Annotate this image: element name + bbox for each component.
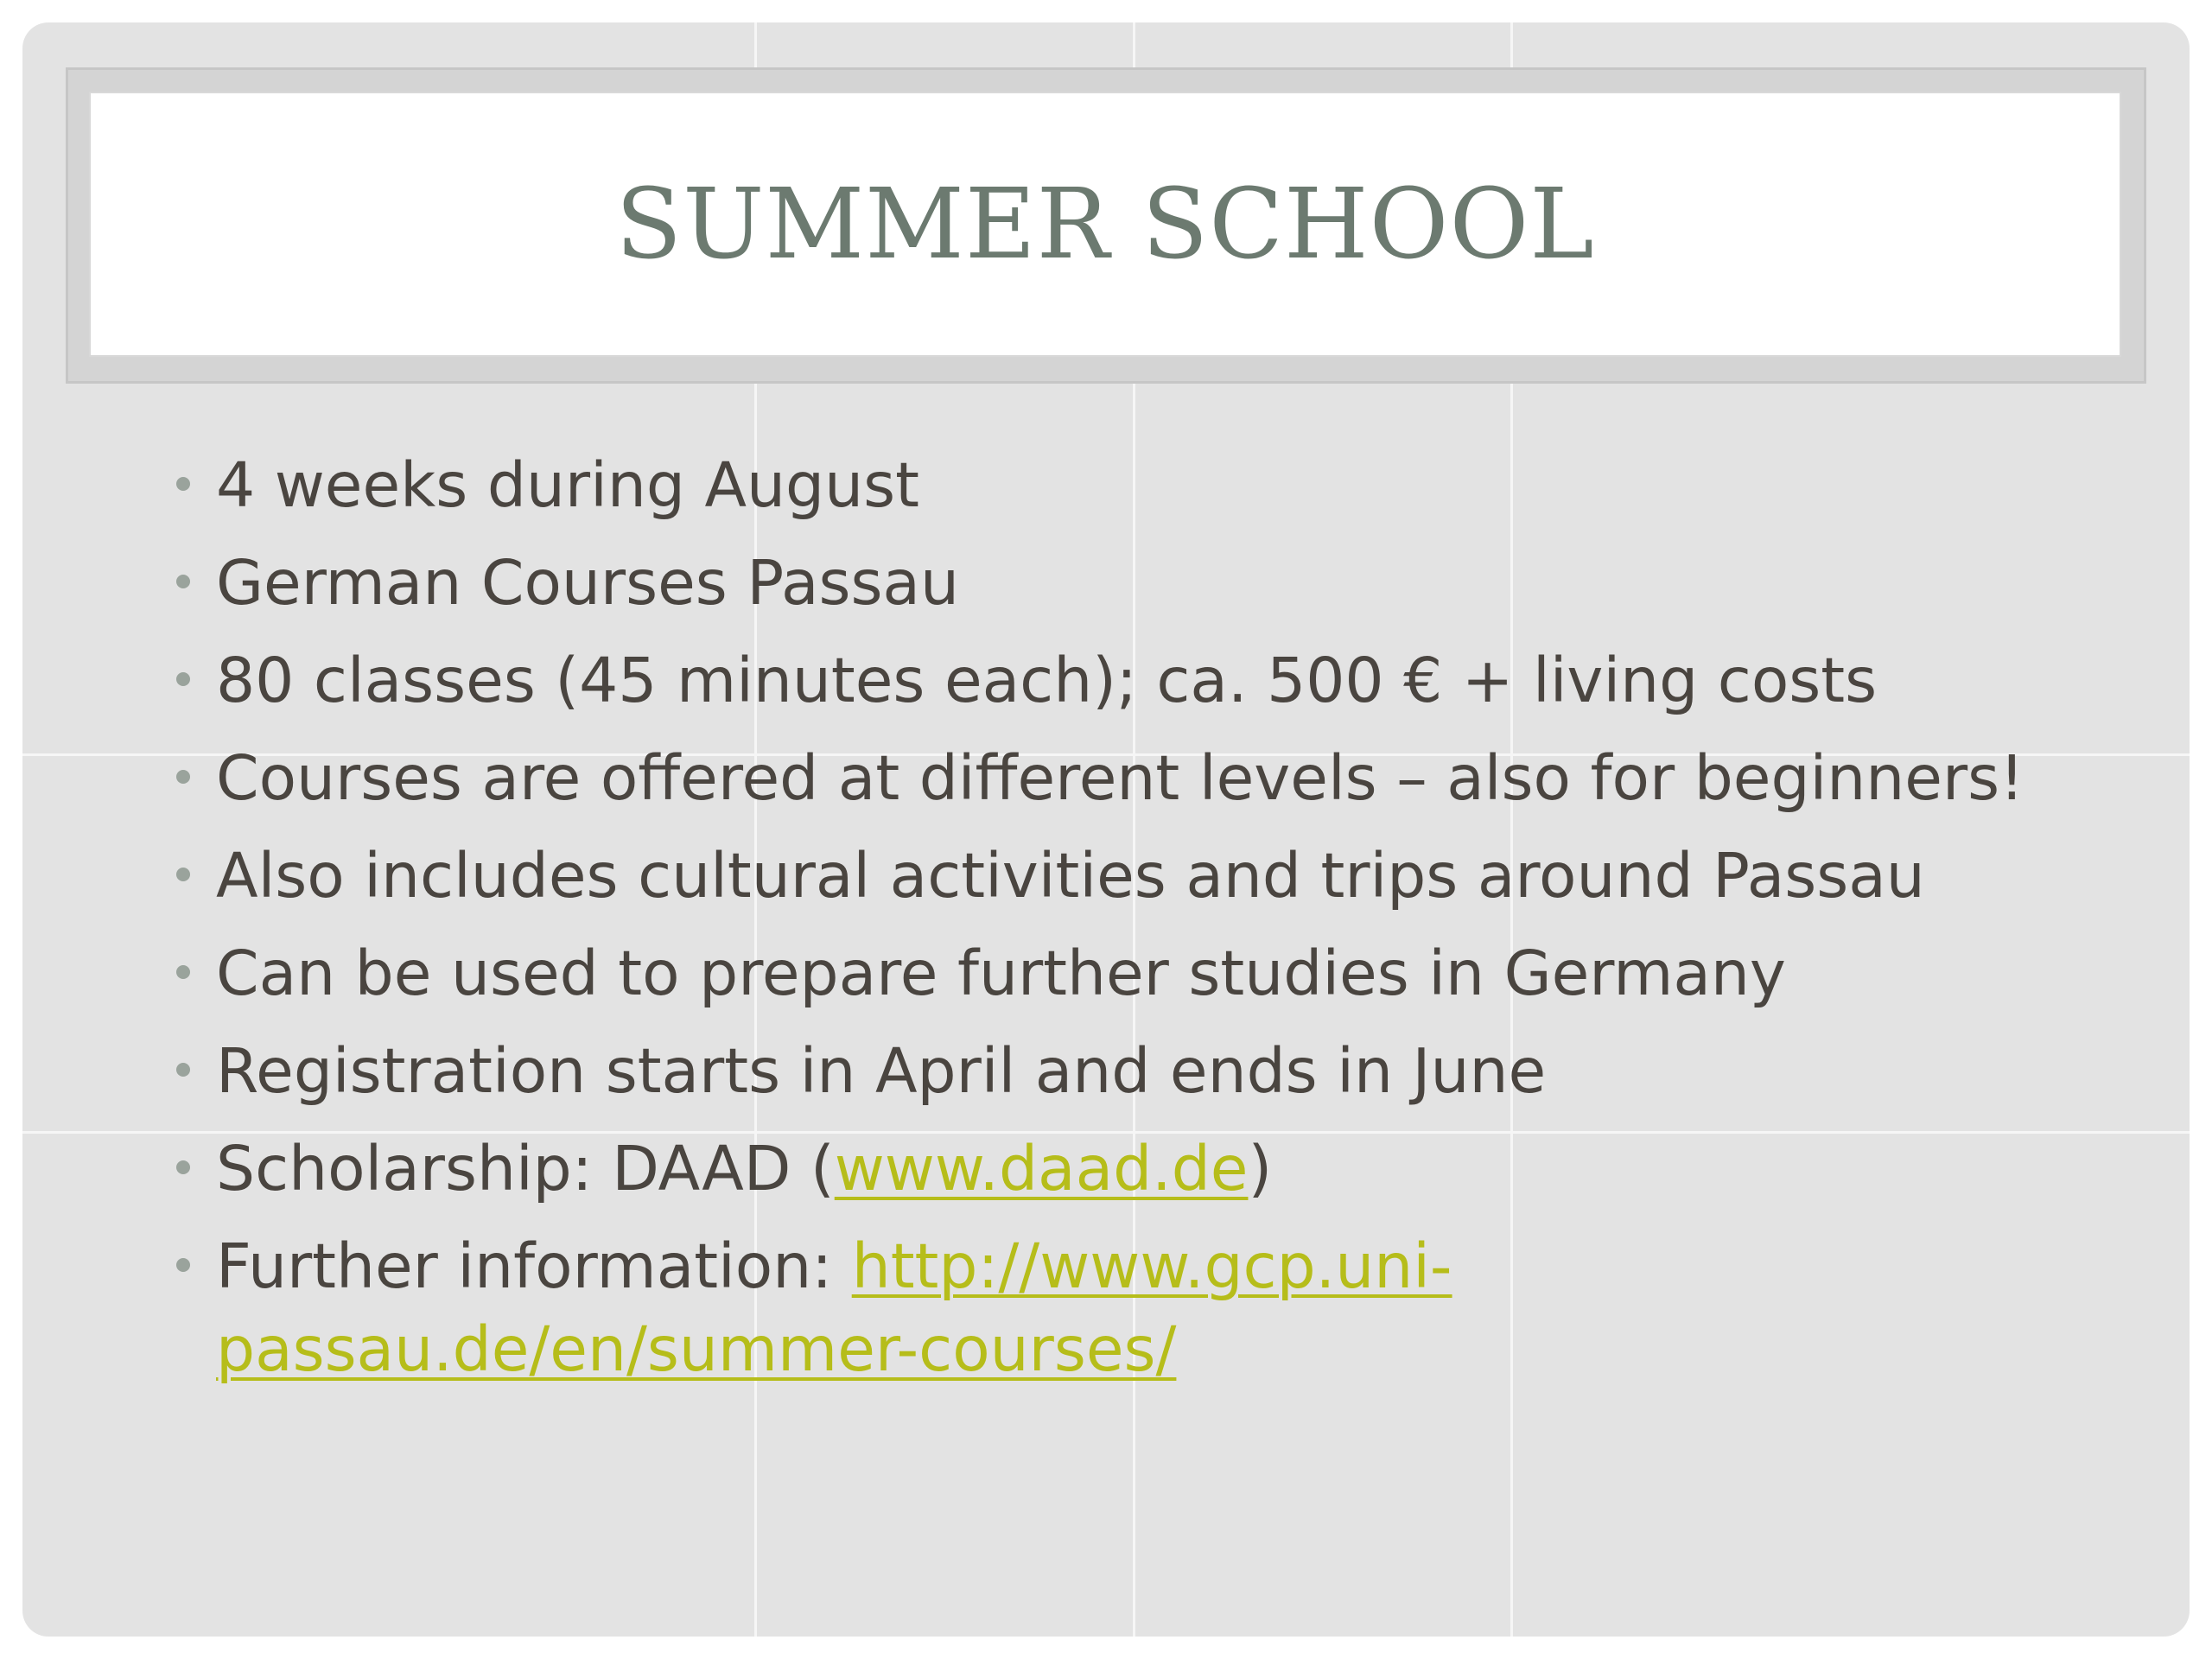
bullet-item [152, 1030, 2122, 1113]
bullet-dot-icon [176, 868, 190, 881]
bullet-text: German Courses Passau [216, 547, 959, 619]
bullet-dot-icon [176, 575, 190, 588]
bullet-list [152, 444, 2122, 1406]
bullet-text: Also includes cultural activities and trips around Passau [216, 840, 1925, 912]
summer-courses-link[interactable]: http://www.gcp.uni- [851, 1230, 1452, 1302]
bullet-text: Registration starts in April and ends in June [216, 1035, 1547, 1107]
bullet-item [152, 835, 2122, 918]
title-box [89, 92, 2121, 357]
bullet-item [152, 444, 2122, 527]
bullet-dot-icon [176, 965, 190, 979]
slide [22, 22, 2190, 1637]
bullet-item [152, 639, 2122, 722]
slide-title: SUMMER SCHOOL [615, 168, 1595, 281]
bullet-item-further-info [152, 1225, 2122, 1391]
summer-courses-link-continued[interactable]: passau.de/en/summer-courses/ [216, 1313, 1177, 1385]
bullet-text: Scholarship: DAAD ( [216, 1133, 835, 1205]
bullet-item-scholarship [152, 1128, 2122, 1211]
bullet-dot-icon [176, 770, 190, 784]
bullet-text: 4 weeks during August [216, 449, 919, 521]
daad-link[interactable]: www.daad.de [834, 1133, 1249, 1205]
bullet-text: Further information: [216, 1230, 852, 1302]
bullet-text: Courses are offered at different levels – also for beginners! [216, 742, 2024, 814]
bullet-dot-icon [176, 477, 190, 491]
bullet-text: Can be used to prepare further studies in Germany [216, 938, 1786, 1009]
bullet-text: 80 classes (45 minutes each); ca. 500 € + living costs [216, 645, 1878, 716]
title-frame [66, 67, 2146, 384]
bullet-item [152, 737, 2122, 820]
bullet-dot-icon [176, 1160, 190, 1174]
bullet-dot-icon [176, 672, 190, 686]
bullet-text: ) [1248, 1133, 1273, 1205]
bullet-item [152, 542, 2122, 625]
bullet-dot-icon [176, 1258, 190, 1272]
bullet-item [152, 932, 2122, 1015]
bullet-dot-icon [176, 1063, 190, 1077]
